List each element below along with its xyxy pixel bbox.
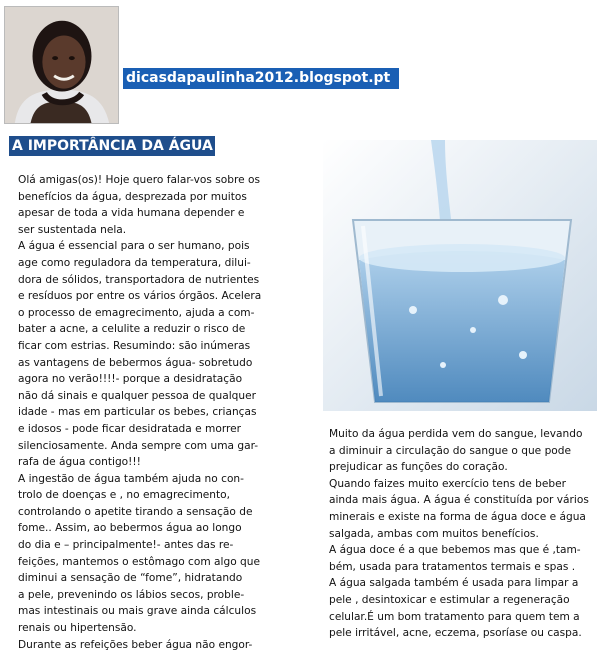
text-line: age como reguladora da temperatura, dilui-	[18, 256, 251, 269]
text-line: e idosos - pode ficar desidratada e morrer	[18, 422, 241, 435]
text-line: celular.É um bom tratamento para quem tem a	[329, 610, 580, 623]
text-line: rafa de água contigo!!!	[18, 456, 141, 469]
text-line: não dá sinais e qualquer pessoa de qualquer	[18, 389, 256, 402]
blog-url-banner[interactable]: dicasdapaulinha2012.blogspot.pt	[123, 68, 399, 89]
text-line: A água salgada também é usada para limpar a	[329, 577, 579, 590]
text-line: minerais e existe na forma de água doce e água	[329, 510, 586, 523]
text-line: Muito da água perdida vem do sangue, levando	[329, 428, 583, 440]
water-glass-photo	[323, 140, 597, 411]
text-line: diminui a sensação de “fome”, hidratando	[18, 572, 243, 585]
text-line: pele , desintoxicar e estimular a regeneração	[329, 593, 570, 606]
text-line: controlando o apetite tirando a sensação de	[18, 505, 253, 518]
text-line: do dia e – principalmente!- antes das re-	[18, 539, 234, 552]
text-line: ficar com estrias. Resumindo: são inúmeras	[18, 339, 251, 352]
text-line: benefícios da água, desprezada por muitos	[18, 190, 247, 203]
text-line: feições, mantemos o estômago com algo que	[18, 555, 261, 568]
text-line: A ingestão de água também ajuda no con-	[18, 472, 244, 485]
article-left-column	[18, 172, 283, 653]
text-line: ser sustentada nela.	[18, 223, 127, 236]
text-line: bater a acne, a celulite a reduzir o risco de	[18, 323, 246, 336]
text-line: renais ou hipertensão.	[18, 622, 137, 635]
text-line: Durante as refeições beber água não engor-	[18, 638, 253, 651]
text-line: o processo de emagrecimento, ajuda a com-	[18, 306, 255, 319]
text-line: fome.. Assim, ao bebermos água ao longo	[18, 522, 242, 535]
text-line: A água doce é a que bebemos mas que é ,tam-	[329, 544, 581, 557]
text-line: as vantagens de bebermos água- sobretudo	[18, 356, 253, 369]
article-right-column	[329, 426, 604, 642]
text-line: apesar de toda a vida humana depender e	[18, 207, 245, 220]
article-title: A IMPORTÂNCIA DA ÁGUA	[9, 136, 215, 156]
author-portrait-image	[5, 7, 118, 123]
text-line: a diminuir a circulação do sangue o que pode	[329, 444, 572, 457]
text-line: salgada, ambas com muitos benefícios.	[329, 527, 539, 540]
text-line: Quando faizes muito exercício tens de beber	[329, 477, 566, 490]
text-line: mas intestinais ou mais grave ainda cálculos	[18, 605, 257, 618]
water-glass-image	[323, 140, 597, 411]
text-line: prejudicar as funções do coração.	[329, 461, 508, 474]
text-line: agora no verão!!!!- porque a desidratação	[18, 373, 243, 386]
text-line: dora de sólidos, transportadora de nutrientes	[18, 273, 260, 286]
text-line: pele irritável, acne, eczema, psoríase ou caspa.	[329, 627, 582, 640]
author-avatar	[4, 6, 119, 124]
text-line: ainda mais água. A água é constituída por vários	[329, 494, 589, 507]
text-line: bém, usada para tratamentos termais e spas .	[329, 560, 576, 573]
text-line: silenciosamente. Anda sempre com uma gar-	[18, 439, 259, 452]
text-line: trolo de doenças e , no emagrecimento,	[18, 489, 230, 502]
text-line: Olá amigas(os)! Hoje quero falar-vos sobre os	[18, 174, 260, 186]
text-line: idade - mas em particular os bebes, crianças	[18, 406, 257, 419]
text-line: a pele, prevenindo os lábios secos, proble-	[18, 588, 245, 601]
text-line: A água é essencial para o ser humano, pois	[18, 240, 250, 253]
text-line: e resíduos por entre os vários órgãos. Acelera	[18, 290, 262, 303]
